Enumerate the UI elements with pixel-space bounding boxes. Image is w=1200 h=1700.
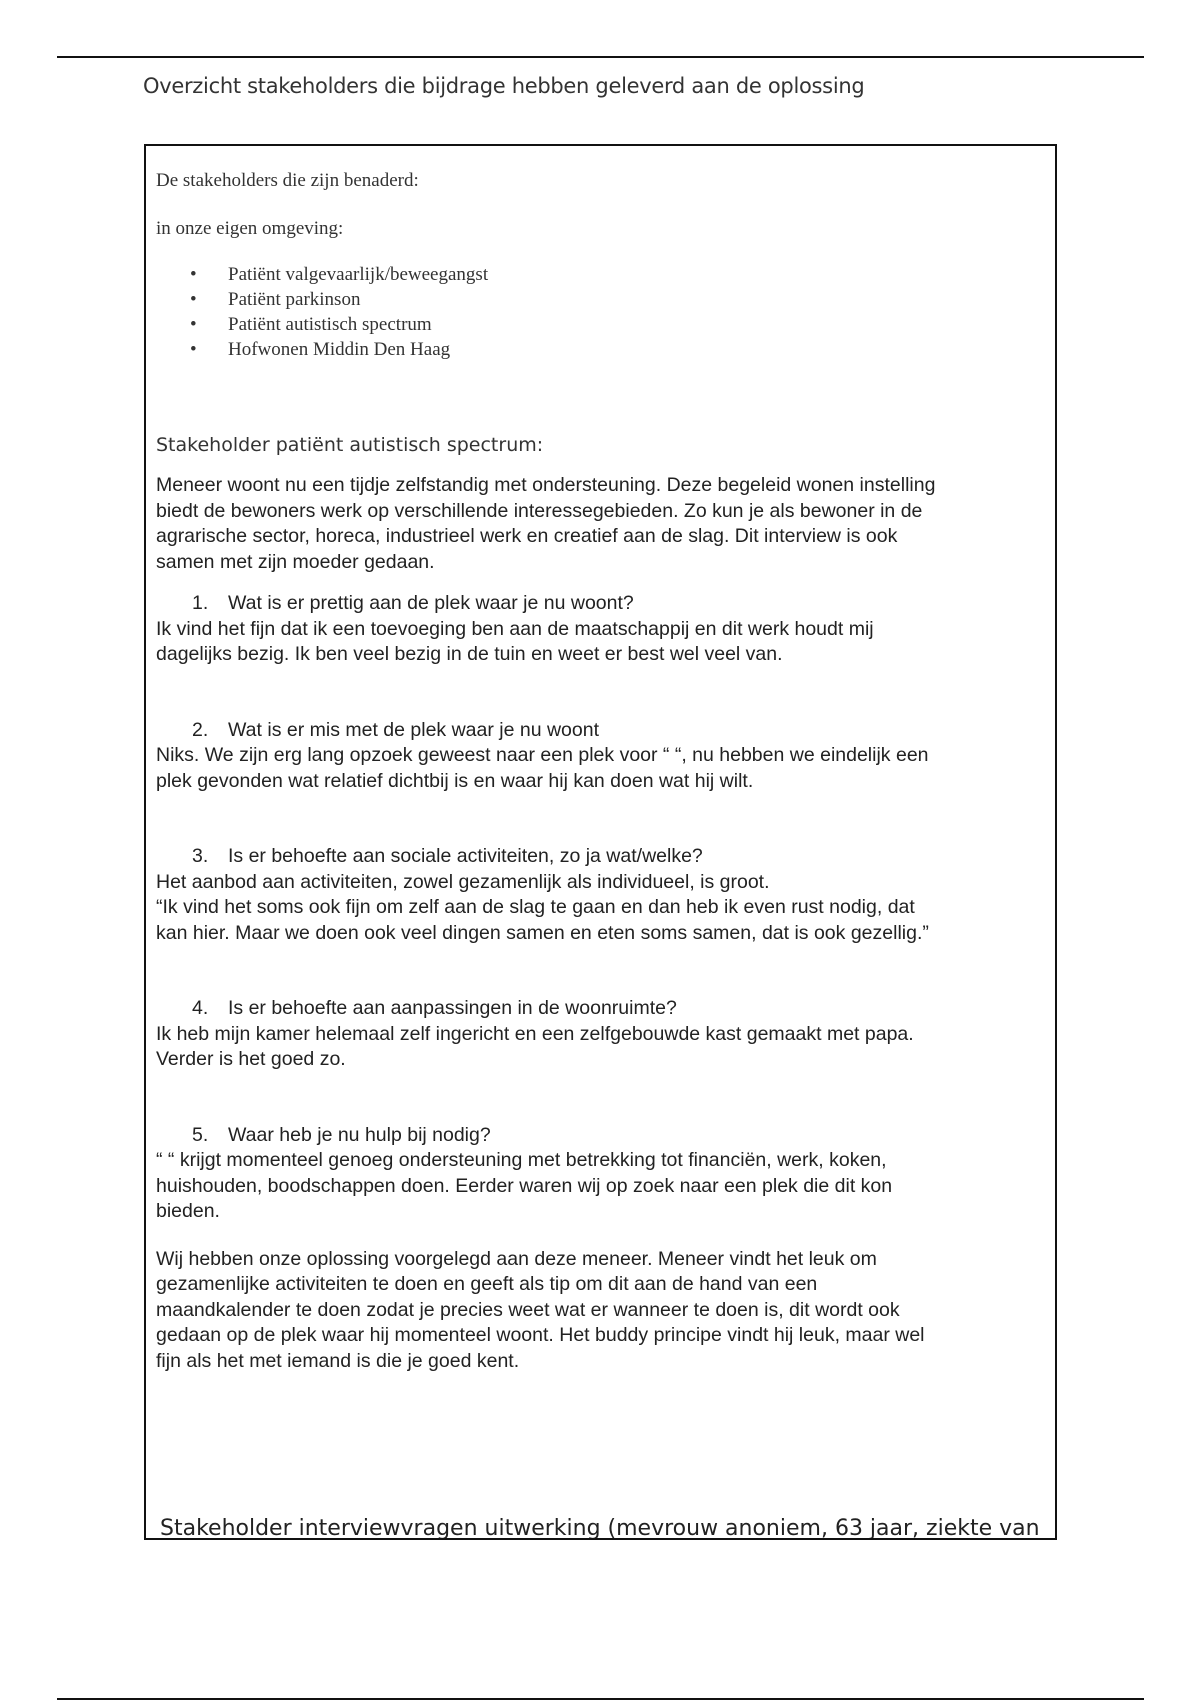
- bullet-icon: •: [190, 264, 197, 285]
- content-frame: [144, 144, 1057, 1540]
- intro-subheading: in onze eigen omgeving:: [156, 218, 344, 239]
- text-line: fijn als het met iemand is die je goed kent.: [156, 1349, 520, 1372]
- section-title: Stakeholder patiënt autistisch spectrum:: [156, 434, 544, 456]
- qa-item-3: [156, 844, 1043, 946]
- text-line: gezamenlijke activiteiten te doen en geeft als tip om dit aan de hand van een: [156, 1273, 818, 1295]
- question: [156, 844, 1043, 870]
- section-intro: [156, 473, 1043, 575]
- qa-item-2: [156, 718, 1043, 795]
- frame-content: [156, 170, 1043, 1374]
- question-text: Waar heb je nu hulp bij nodig?: [228, 1123, 491, 1146]
- answer-line: “Ik vind het soms ook fijn om zelf aan de slag te gaan en dan heb ik even rust nodig, dat: [156, 896, 915, 918]
- qa-item-4: [156, 996, 1043, 1073]
- text-line: biedt de bewoners werk op verschillende interessegebieden. Zo kun je als bewoner in de: [156, 499, 923, 522]
- question-number: 3.: [192, 845, 209, 867]
- page-title: Overzicht stakeholders die bijdrage hebben geleverd aan de oplossing: [143, 74, 865, 98]
- text-line: agrarische sector, horeca, industrieel werk en creatief aan de slag. Dit interview is ook: [156, 525, 898, 547]
- header-rule: [57, 56, 1144, 58]
- list-item: • Patiënt valgevaarlijk/beweegangst: [190, 264, 489, 285]
- question: [156, 996, 1043, 1022]
- list-item: • Patiënt autistisch spectrum: [190, 314, 432, 335]
- summary-paragraph: [156, 1247, 1043, 1375]
- answer-line: “ “ krijgt momenteel genoeg ondersteuning met betrekking tot financiën, werk, koken,: [156, 1149, 887, 1171]
- answer-line: bieden.: [156, 1200, 220, 1222]
- next-section-title: Stakeholder interviewvragen uitwerking (mevrouw anoniem, 63 jaar, ziekte van: [160, 1516, 1040, 1540]
- question-text: Wat is er prettig aan de plek waar je nu woont?: [228, 592, 634, 614]
- list-item: • Hofwonen Middin Den Haag: [190, 339, 451, 360]
- answer-line: kan hier. Maar we doen ook veel dingen samen en eten soms samen, dat is ook gezellig.”: [156, 921, 929, 944]
- answer-line: plek gevonden wat relatief dichtbij is en waar hij kan doen wat hij wilt.: [156, 769, 754, 792]
- question-number: 2.: [192, 718, 209, 741]
- answer-line: huishouden, boodschappen doen. Eerder waren wij op zoek naar een plek die dit kon: [156, 1174, 893, 1197]
- answer-line: dagelijks bezig. Ik ben veel bezig in de tuin en weet er best wel veel van.: [156, 643, 783, 665]
- question-number: 4.: [192, 997, 209, 1019]
- answer-line: Ik vind het fijn dat ik een toevoeging ben aan de maatschappij en dit werk houdt mij: [156, 617, 874, 640]
- question-text: Is er behoefte aan sociale activiteiten, zo ja wat/welke?: [228, 845, 703, 867]
- bullet-icon: •: [190, 314, 197, 335]
- question-number: 1.: [192, 592, 209, 614]
- text-line: Meneer woont nu een tijdje zelfstandig met ondersteuning. Deze begeleid wonen instelling: [156, 474, 936, 496]
- question-number: 5.: [192, 1123, 209, 1146]
- question: [156, 718, 1043, 744]
- answer-line: Verder is het goed zo.: [156, 1048, 346, 1070]
- qa-item-1: [156, 591, 1043, 668]
- text-line: maandkalender te doen zodat je precies weet wat er wanneer te doen is, dit wordt ook: [156, 1298, 900, 1321]
- question: [156, 1123, 1043, 1149]
- answer-line: Ik heb mijn kamer helemaal zelf ingericht en een zelfgebouwde kast gemaakt met papa.: [156, 1022, 914, 1045]
- qa-item-5: [156, 1123, 1043, 1225]
- text-line: samen met zijn moeder gedaan.: [156, 550, 435, 573]
- list-item: • Patiënt parkinson: [190, 289, 361, 310]
- stakeholder-list: [156, 262, 1043, 362]
- answer-line: Niks. We zijn erg lang opzoek geweest naar een plek voor “ “, nu hebben we eindelijk een: [156, 744, 929, 766]
- text-line: gedaan op de plek waar hij momenteel woont. Het buddy principe vindt hij leuk, maar wel: [156, 1324, 925, 1346]
- bullet-icon: •: [190, 339, 197, 360]
- question: [156, 591, 1043, 617]
- question-text: Is er behoefte aan aanpassingen in de woonruimte?: [228, 997, 677, 1019]
- answer-line: Het aanbod aan activiteiten, zowel gezamenlijk als individueel, is groot.: [156, 870, 770, 893]
- text-line: Wij hebben onze oplossing voorgelegd aan deze meneer. Meneer vindt het leuk om: [156, 1247, 877, 1270]
- intro-heading: De stakeholders die zijn benaderd:: [156, 170, 419, 191]
- bullet-icon: •: [190, 289, 197, 310]
- question-text: Wat is er mis met de plek waar je nu woont: [228, 718, 600, 741]
